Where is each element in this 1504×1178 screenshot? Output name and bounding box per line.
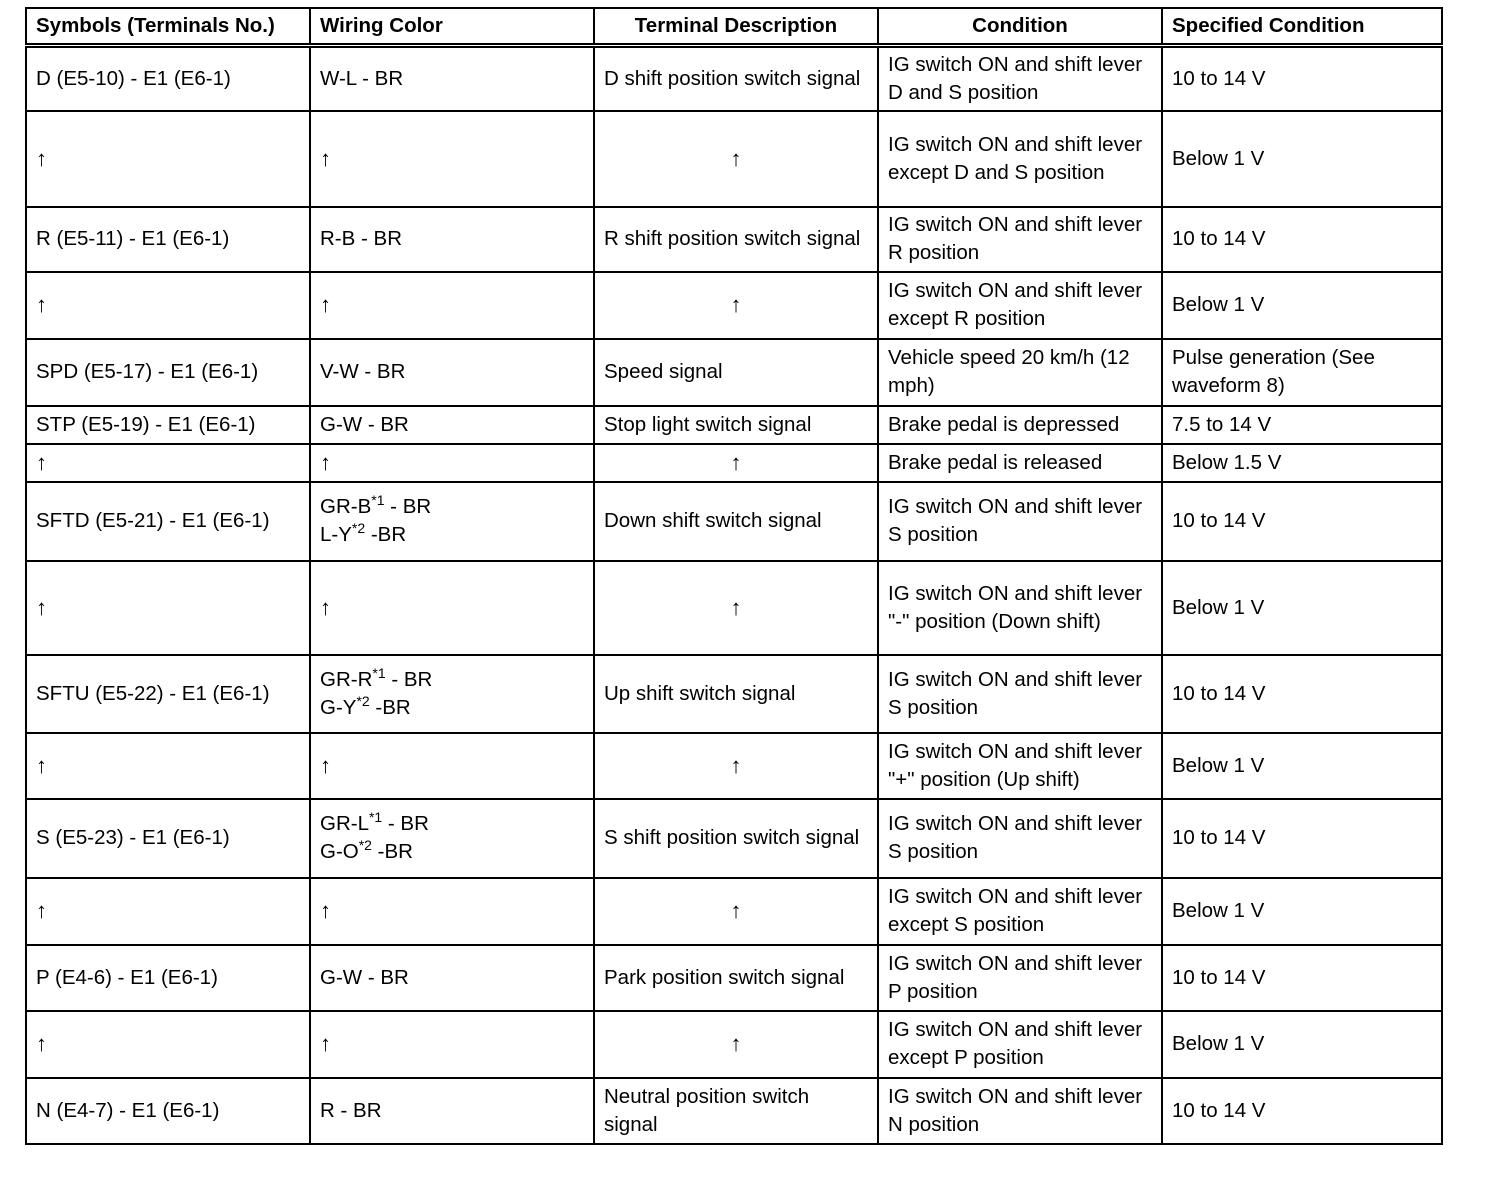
cell-wiring-color bbox=[310, 878, 594, 945]
table-row bbox=[26, 561, 1442, 655]
cell-wiring-color bbox=[310, 799, 594, 878]
cell-terminal-description: ↑ bbox=[594, 444, 878, 482]
wiring-line bbox=[320, 493, 584, 521]
cell-symbol: SPD (E5-17) - E1 (E6-1) bbox=[26, 339, 310, 406]
cell-symbol: ↑ bbox=[26, 1011, 310, 1078]
wiring-footnote-mark: *2 bbox=[358, 837, 372, 854]
cell-symbol: ↑ bbox=[26, 561, 310, 655]
wiring-base: ↑ bbox=[320, 292, 331, 317]
cell-condition: IG switch ON and shift lever P position bbox=[878, 945, 1162, 1011]
wiring-footnote-mark: *2 bbox=[356, 692, 370, 709]
cell-wiring-color bbox=[310, 482, 594, 561]
wiring-footnote-mark: *1 bbox=[371, 492, 385, 509]
cell-terminal-description: Speed signal bbox=[594, 339, 878, 406]
wiring-base: ↑ bbox=[320, 1031, 331, 1056]
cell-condition: IG switch ON and shift lever N position bbox=[878, 1078, 1162, 1144]
wiring-base: G-W - BR bbox=[320, 965, 409, 989]
cell-symbol: N (E4-7) - E1 (E6-1) bbox=[26, 1078, 310, 1144]
table-row bbox=[26, 799, 1442, 878]
cell-symbol: S (E5-23) - E1 (E6-1) bbox=[26, 799, 310, 878]
cell-specified-condition: 7.5 to 14 V bbox=[1162, 406, 1442, 444]
cell-terminal-description: ↑ bbox=[594, 878, 878, 945]
table-row bbox=[26, 111, 1442, 207]
cell-wiring-color bbox=[310, 272, 594, 339]
cell-condition: Brake pedal is depressed bbox=[878, 406, 1162, 444]
wiring-base: V-W - BR bbox=[320, 360, 406, 383]
cell-wiring-color bbox=[310, 945, 594, 1011]
wiring-base: GR-L bbox=[320, 812, 369, 835]
wiring-line bbox=[320, 65, 584, 93]
wiring-line bbox=[320, 666, 584, 694]
cell-terminal-description: R shift position switch signal bbox=[594, 207, 878, 272]
cell-wiring-color bbox=[310, 339, 594, 406]
table-row bbox=[26, 1011, 1442, 1078]
cell-wiring-color bbox=[310, 207, 594, 272]
table-row bbox=[26, 733, 1442, 799]
wiring-base: W-L - BR bbox=[320, 66, 404, 90]
cell-wiring-color bbox=[310, 111, 594, 207]
cell-wiring-color bbox=[310, 733, 594, 799]
cell-condition: IG switch ON and shift lever S position bbox=[878, 482, 1162, 561]
table-row bbox=[26, 655, 1442, 733]
cell-symbol: D (E5-10) - E1 (E6-1) bbox=[26, 46, 310, 111]
cell-symbol: SFTU (E5-22) - E1 (E6-1) bbox=[26, 655, 310, 733]
wiring-suffix: -BR bbox=[371, 840, 413, 863]
cell-terminal-description: ↑ bbox=[594, 733, 878, 799]
cell-terminal-description: ↑ bbox=[594, 111, 878, 207]
cell-terminal-description: S shift position switch signal bbox=[594, 799, 878, 878]
wiring-line bbox=[320, 694, 584, 722]
wiring-line bbox=[320, 358, 584, 386]
table-row bbox=[26, 1078, 1442, 1144]
cell-specified-condition: Below 1 V bbox=[1162, 272, 1442, 339]
wiring-base: G-Y bbox=[320, 695, 357, 719]
cell-condition: IG switch ON and shift lever D and S position bbox=[878, 46, 1162, 111]
cell-specified-condition: Pulse generation (See waveform 8) bbox=[1162, 339, 1442, 406]
cell-wiring-color bbox=[310, 406, 594, 444]
table-row bbox=[26, 339, 1442, 406]
wiring-base: R - BR bbox=[320, 1098, 382, 1122]
cell-condition: IG switch ON and shift lever R position bbox=[878, 207, 1162, 272]
table-row bbox=[26, 945, 1442, 1011]
header-symbols: Symbols (Terminals No.) bbox=[26, 8, 310, 46]
wiring-line bbox=[320, 752, 584, 780]
cell-specified-condition: 10 to 14 V bbox=[1162, 46, 1442, 111]
wiring-line bbox=[320, 1097, 584, 1125]
cell-symbol: ↑ bbox=[26, 111, 310, 207]
wiring-base: G-O bbox=[320, 840, 359, 863]
terminal-spec-table bbox=[25, 7, 1443, 1145]
wiring-line bbox=[320, 145, 584, 173]
wiring-base: GR-R bbox=[320, 667, 373, 691]
wiring-base: ↑ bbox=[320, 594, 331, 620]
header-condition: Condition bbox=[878, 8, 1162, 46]
wiring-base: G-W - BR bbox=[320, 412, 409, 436]
cell-symbol: P (E4-6) - E1 (E6-1) bbox=[26, 945, 310, 1011]
cell-terminal-description: Park position switch signal bbox=[594, 945, 878, 1011]
cell-terminal-description: Up shift switch signal bbox=[594, 655, 878, 733]
cell-specified-condition: 10 to 14 V bbox=[1162, 482, 1442, 561]
wiring-suffix: - BR bbox=[385, 667, 433, 691]
wiring-base: GR-B bbox=[320, 495, 372, 518]
wiring-base: R-B - BR bbox=[320, 227, 402, 250]
wiring-line bbox=[320, 449, 584, 477]
wiring-footnote-mark: *1 bbox=[368, 809, 383, 826]
wiring-suffix: -BR bbox=[365, 523, 407, 546]
wiring-line bbox=[320, 964, 584, 992]
wiring-base: ↑ bbox=[320, 449, 331, 475]
cell-terminal-description: ↑ bbox=[594, 272, 878, 339]
cell-wiring-color bbox=[310, 561, 594, 655]
cell-specified-condition: Below 1 V bbox=[1162, 561, 1442, 655]
header-specified-condition: Specified Condition bbox=[1162, 8, 1442, 46]
cell-condition: Vehicle speed 20 km/h (12 mph) bbox=[878, 339, 1162, 406]
wiring-line bbox=[320, 411, 584, 439]
cell-terminal-description: D shift position switch signal bbox=[594, 46, 878, 111]
cell-condition: IG switch ON and shift lever except P position bbox=[878, 1011, 1162, 1078]
cell-condition: IG switch ON and shift lever S position bbox=[878, 799, 1162, 878]
cell-condition: IG switch ON and shift lever except R position bbox=[878, 272, 1162, 339]
cell-symbol: ↑ bbox=[26, 272, 310, 339]
cell-wiring-color bbox=[310, 444, 594, 482]
cell-specified-condition: 10 to 14 V bbox=[1162, 945, 1442, 1011]
wiring-footnote-mark: *2 bbox=[351, 520, 366, 537]
cell-wiring-color bbox=[310, 1011, 594, 1078]
cell-condition: IG switch ON and shift lever except D and S position bbox=[878, 111, 1162, 207]
cell-condition: IG switch ON and shift lever "-" position (Down shift) bbox=[878, 561, 1162, 655]
cell-condition: IG switch ON and shift lever S position bbox=[878, 655, 1162, 733]
wiring-line bbox=[320, 810, 584, 838]
table-row bbox=[26, 482, 1442, 561]
table-body bbox=[26, 46, 1442, 1144]
table-row bbox=[26, 207, 1442, 272]
wiring-line bbox=[320, 291, 584, 319]
table-row bbox=[26, 444, 1442, 482]
table-row bbox=[26, 272, 1442, 339]
wiring-base: ↑ bbox=[320, 752, 331, 778]
wiring-line bbox=[320, 225, 584, 253]
cell-terminal-description: ↑ bbox=[594, 561, 878, 655]
cell-wiring-color bbox=[310, 46, 594, 111]
wiring-base: ↑ bbox=[320, 145, 331, 171]
cell-specified-condition: 10 to 14 V bbox=[1162, 655, 1442, 733]
wiring-footnote-mark: *1 bbox=[372, 664, 386, 681]
cell-specified-condition: Below 1 V bbox=[1162, 111, 1442, 207]
wiring-suffix: - BR bbox=[382, 812, 429, 835]
cell-symbol: R (E5-11) - E1 (E6-1) bbox=[26, 207, 310, 272]
table-row bbox=[26, 406, 1442, 444]
header-wiring-color: Wiring Color bbox=[310, 8, 594, 46]
cell-condition: IG switch ON and shift lever except S position bbox=[878, 878, 1162, 945]
cell-specified-condition: Below 1 V bbox=[1162, 878, 1442, 945]
cell-terminal-description: Neutral position switch signal bbox=[594, 1078, 878, 1144]
wiring-line bbox=[320, 838, 584, 866]
cell-symbol: ↑ bbox=[26, 878, 310, 945]
header-row bbox=[26, 8, 1442, 46]
table-row bbox=[26, 878, 1442, 945]
wiring-base: L-Y bbox=[320, 523, 352, 546]
cell-symbol: SFTD (E5-21) - E1 (E6-1) bbox=[26, 482, 310, 561]
cell-terminal-description: Down shift switch signal bbox=[594, 482, 878, 561]
cell-terminal-description: Stop light switch signal bbox=[594, 406, 878, 444]
cell-specified-condition: Below 1 V bbox=[1162, 1011, 1442, 1078]
wiring-line bbox=[320, 521, 584, 549]
cell-condition: Brake pedal is released bbox=[878, 444, 1162, 482]
wiring-suffix: -BR bbox=[369, 695, 411, 719]
cell-symbol: ↑ bbox=[26, 733, 310, 799]
cell-specified-condition: Below 1 V bbox=[1162, 733, 1442, 799]
cell-wiring-color bbox=[310, 1078, 594, 1144]
cell-wiring-color bbox=[310, 655, 594, 733]
cell-specified-condition: 10 to 14 V bbox=[1162, 799, 1442, 878]
cell-specified-condition: Below 1.5 V bbox=[1162, 444, 1442, 482]
header-terminal-description: Terminal Description bbox=[594, 8, 878, 46]
wiring-line bbox=[320, 897, 584, 925]
cell-specified-condition: 10 to 14 V bbox=[1162, 1078, 1442, 1144]
wiring-line bbox=[320, 594, 584, 622]
cell-symbol: ↑ bbox=[26, 444, 310, 482]
cell-terminal-description: ↑ bbox=[594, 1011, 878, 1078]
wiring-suffix: - BR bbox=[384, 495, 432, 518]
cell-specified-condition: 10 to 14 V bbox=[1162, 207, 1442, 272]
cell-symbol: STP (E5-19) - E1 (E6-1) bbox=[26, 406, 310, 444]
table-row bbox=[26, 46, 1442, 111]
wiring-base: ↑ bbox=[320, 898, 331, 923]
wiring-line bbox=[320, 1030, 584, 1058]
cell-condition: IG switch ON and shift lever "+" position (Up shift) bbox=[878, 733, 1162, 799]
